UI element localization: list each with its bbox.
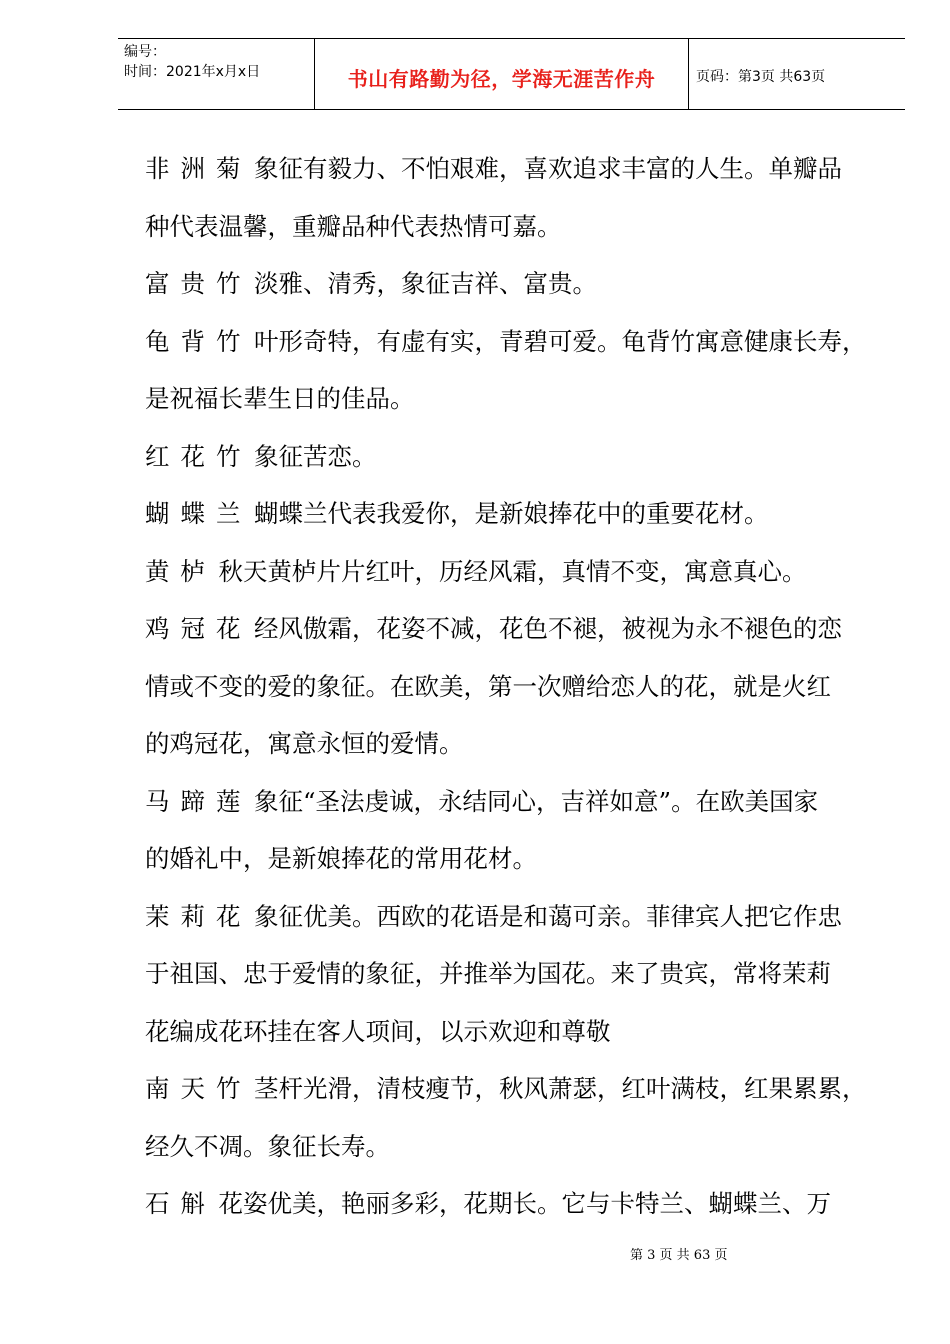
entry-term: 非洲菊 (145, 154, 252, 183)
entry-term: 黄栌 (145, 556, 217, 586)
entry-continuation-line (145, 198, 905, 256)
entry-term: 富贵竹 (145, 269, 252, 298)
entry-continuation-line (145, 830, 905, 888)
entry-description: 的鸡冠花，寓意永恒的爱情。 (145, 729, 464, 758)
entry-description: 秋天黄栌片片红叶，历经风霜，真情不变，寓意真心。 (218, 556, 807, 586)
header-time: 时间：2021年x月x日 (124, 64, 261, 80)
entry-description: 象征苦恋。 (254, 441, 377, 471)
header-motto: 书山有路勤为径，学海无涯苦作舟 (347, 67, 656, 91)
header-motto-cell (314, 39, 689, 109)
entry-continuation-line (145, 370, 905, 428)
entry-continuation-line (145, 1118, 905, 1176)
entry-term: 石斛 (145, 1189, 217, 1218)
entry-first-line (145, 1175, 905, 1233)
header-meta (118, 39, 314, 109)
entry-description: 经风傲霜，花姿不减，花色不褪，被视为永不褪色的恋 (254, 614, 843, 643)
entry-first-line (145, 313, 905, 371)
entry-first-line (145, 140, 905, 198)
entry-continuation-line (145, 1003, 905, 1061)
entry-first-line (145, 428, 905, 486)
entry-description: 花姿优美，艳丽多彩，花期长。它与卡特兰、蝴蝶兰、万 (218, 1189, 831, 1218)
entry-description: 叶形奇特，有虚有实，青碧可爱。龟背竹寓意健康长寿， (254, 326, 867, 356)
entry-description: 于祖国、忠于爱情的象征，并推举为国花。来了贵宾，常将茉莉 (145, 959, 831, 988)
entry-description: 象征优美。西欧的花语是和蔼可亲。菲律宾人把它作忠 (254, 901, 843, 931)
entry-description: 情或不变的爱的象征。在欧美，第一次赠给恋人的花，就是火红 (145, 671, 831, 701)
entry-description: 花编成花环挂在客人项间，以示欢迎和尊敬 (145, 1016, 611, 1046)
entry-description: 经久不凋。象征长寿。 (145, 1131, 390, 1161)
entry-description: 淡雅、清秀，象征吉祥、富贵。 (254, 269, 598, 298)
entry-term: 南天竹 (145, 1074, 252, 1103)
entry-first-line (145, 255, 905, 313)
header-page-cell (688, 39, 905, 109)
entry-description: 蝴蝶兰代表我爱你，是新娘捧花中的重要花材。 (254, 499, 769, 528)
entry-term: 红花竹 (145, 441, 252, 471)
entry-term: 鸡冠花 (145, 614, 252, 643)
entry-description: 茎杆光滑，清枝瘦节，秋风萧瑟，红叶满枝，红果累累， (254, 1074, 867, 1103)
entry-first-line (145, 600, 905, 658)
document-body (145, 140, 905, 1233)
entry-term: 蝴蝶兰 (145, 499, 252, 528)
entry-continuation-line (145, 715, 905, 773)
entry-description: 象征“圣法虔诚，永结同心，吉祥如意”。在欧美国家 (254, 786, 819, 816)
entry-term: 龟背竹 (145, 326, 252, 356)
page-header (118, 38, 905, 110)
entry-description: 象征有毅力、不怕艰难，喜欢追求丰富的人生。单瓣品 (254, 154, 843, 183)
page-footer: 第 3 页 共 63 页 (630, 1248, 728, 1263)
entry-continuation-line (145, 658, 905, 716)
entry-first-line (145, 1060, 905, 1118)
entry-first-line (145, 888, 905, 946)
entry-term: 茉莉花 (145, 901, 252, 931)
entry-first-line (145, 543, 905, 601)
entry-first-line (145, 485, 905, 543)
header-number: 编号： (124, 44, 166, 60)
entry-first-line (145, 773, 905, 831)
header-page-number: 页码：第3页 共63页 (696, 69, 826, 85)
entry-description: 的婚礼中，是新娘捧花的常用花材。 (145, 844, 537, 873)
entry-term: 马蹄莲 (145, 786, 252, 816)
entry-continuation-line (145, 945, 905, 1003)
entry-description: 种代表温馨，重瓣品种代表热情可嘉。 (145, 211, 562, 241)
entry-description: 是祝福长辈生日的佳品。 (145, 384, 415, 413)
